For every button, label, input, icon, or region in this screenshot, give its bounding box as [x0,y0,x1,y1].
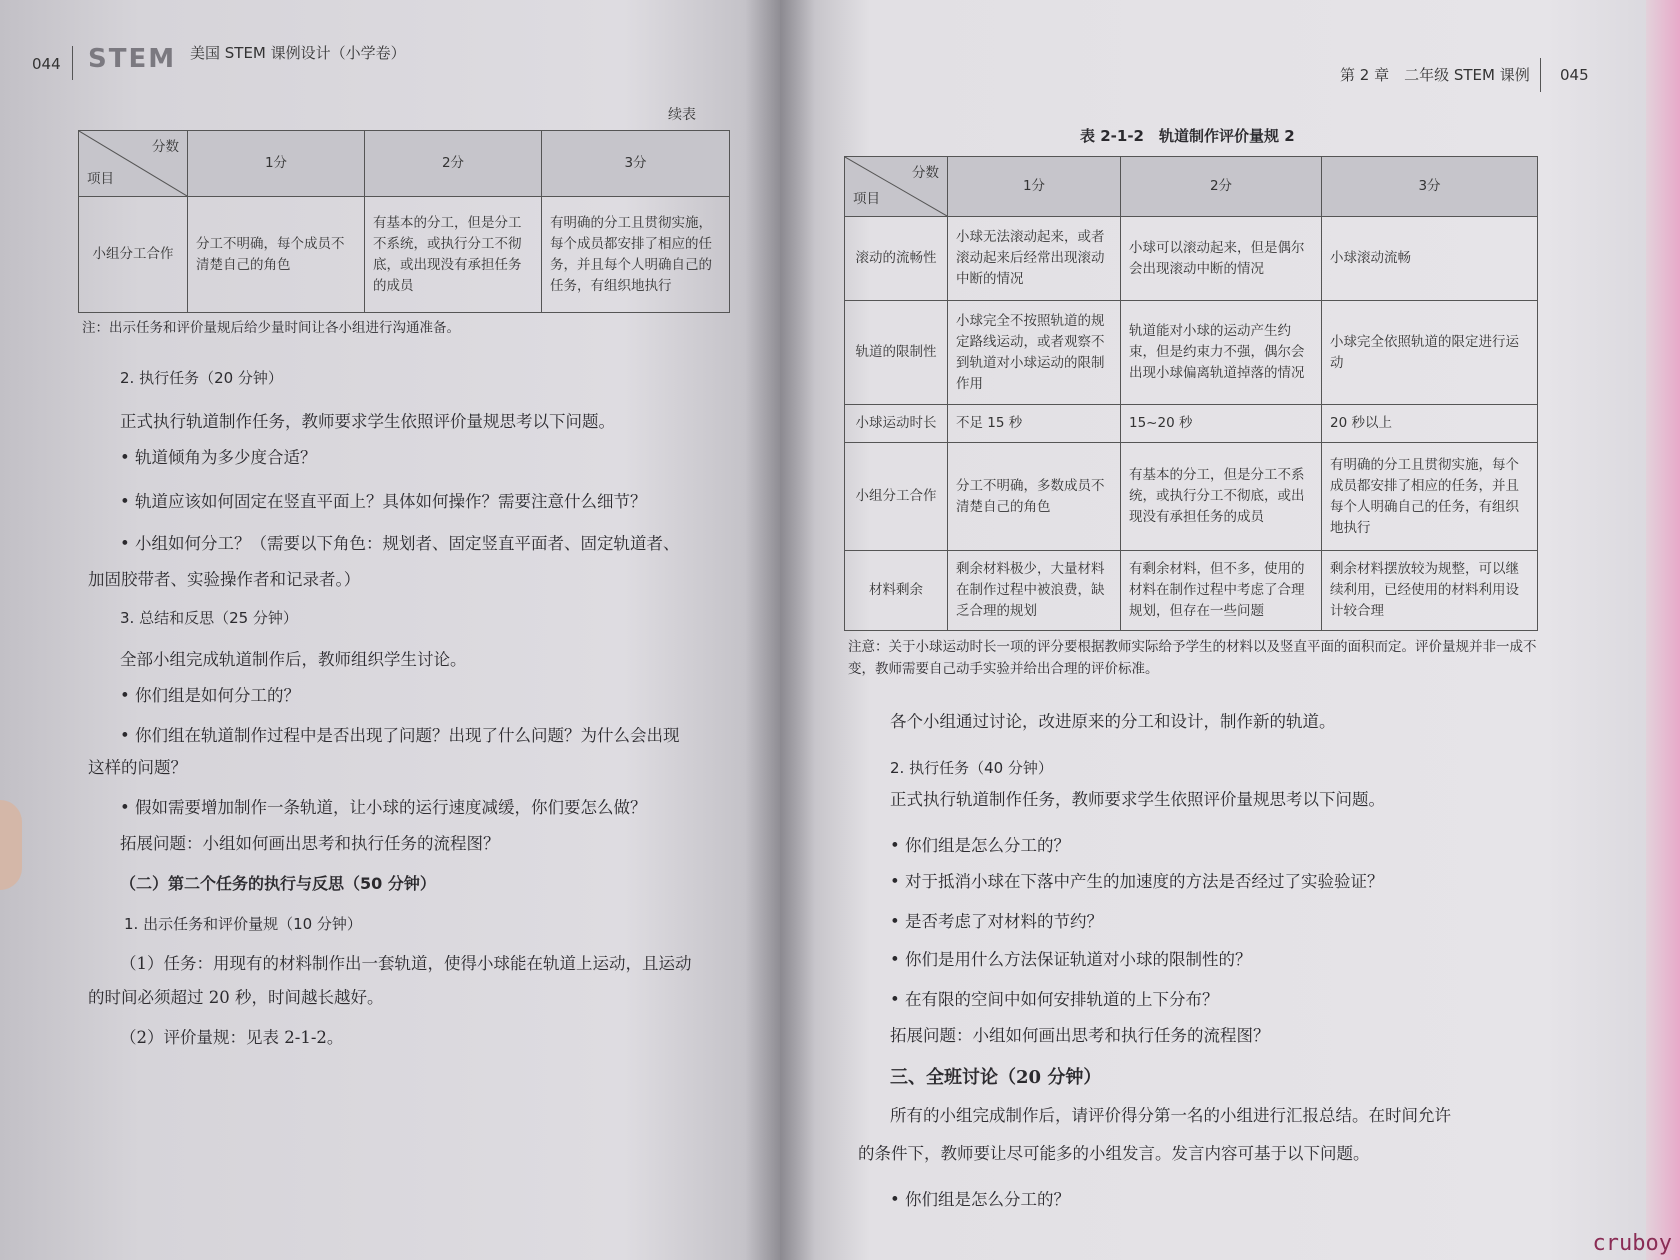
column-header: 2分 [1121,157,1322,217]
row-item: 滚动的流畅性 [845,217,948,301]
right-page [780,0,1680,1260]
column-header: 3分 [1322,157,1538,217]
cell-score-3: 有明确的分工且贯彻实施，每个成员都安排了相应的任务，并且每个人明确自己的任务，有组织地执行 [542,197,730,313]
cell-score-2: 轨道能对小球的运动产生约束，但是约束力不强，偶尔会出现小球偏离轨道掉落的情况 [1121,301,1322,405]
book-gutter [745,0,815,1260]
continued-label: 续表 [668,107,696,123]
cell-score-1: 分工不明确，每个成员不清楚自己的角色 [188,197,365,313]
corner-item-label: 项目 [87,171,114,187]
table-corner [845,157,948,217]
table-row [79,197,730,313]
bullet-item: • 对于抵消小球在下落中产生的加速度的方法是否经过了实验验证？ [890,872,1384,891]
cell-score-1: 剩余材料极少，大量材料在制作过程中被浪费，缺乏合理的规划 [948,551,1121,631]
watermark: cruboy [1592,1231,1672,1256]
chapter-header: 第 2 章 二年级 STEM 课例 [1340,66,1530,84]
page-number-left: 044 [32,55,61,73]
table-note: 注：出示任务和评价量规后给少量时间让各小组进行沟通准备。 [82,320,460,336]
main-section-heading: 三、全班讨论（20 分钟） [890,1067,1102,1088]
section-heading: 2. 执行任务（40 分钟） [890,759,1053,777]
paragraph: 正式执行轨道制作任务，教师要求学生依照评价量规思考以下问题。 [890,790,1385,809]
bullet-item: • 你们组是怎么分工的？ [890,1190,1070,1209]
page-number-right: 045 [1560,66,1589,84]
section-heading: 2. 执行任务（20 分钟） [120,369,283,387]
bullet-item: • 是否考虑了对材料的节约？ [890,912,1103,931]
cell-score-2: 小球可以滚动起来，但是偶尔会出现滚动中断的情况 [1121,217,1322,301]
bullet-item: • 小组如何分工？（需要以下角色：规划者、固定竖直平面者、固定轨道者、 [120,534,680,553]
paragraph: （2）评价量规：见表 2-1-2。 [120,1028,344,1047]
table-row [845,217,1538,301]
bullet-item: • 你们是用什么方法保证轨道对小球的限制性的？ [890,950,1252,969]
extension-question: 拓展问题：小组如何画出思考和执行任务的流程图？ [890,1026,1270,1045]
header-divider [72,46,73,80]
table-corner [79,131,188,197]
paragraph-continued: 这样的问题？ [88,758,187,777]
bullet-item: • 你们组是怎么分工的？ [890,836,1070,855]
row-item: 轨道的限制性 [845,301,948,405]
column-header: 2分 [365,131,542,197]
subsection-heading: （二）第二个任务的执行与反思（50 分钟） [120,874,436,893]
thumb [0,800,22,890]
stem-logo: STEM [88,44,177,74]
continued-rubric-table [78,130,730,313]
table-caption: 表 2-1-2 轨道制作评价量规 2 [1080,127,1295,145]
corner-item-label: 项目 [853,191,880,207]
table-note: 注意：关于小球运动时长一项的评分要根据教师实际给予学生的材料以及竖直平面的面积而定。评价量规并非一成不变，教师需要自己动手实验并给出合理的评价标准。 [848,639,1537,677]
bullet-item: • 假如需要增加制作一条轨道，让小球的运行速度减缓，你们要怎么做？ [120,798,647,817]
row-item: 小组分工合作 [845,443,948,551]
cell-score-3: 小球完全依照轨道的限定进行运动 [1322,301,1538,405]
cell-score-1: 不足 15 秒 [948,405,1121,443]
table-row [845,301,1538,405]
bullet-item: • 在有限的空间中如何安排轨道的上下分布？ [890,990,1219,1009]
paragraph: 全部小组完成轨道制作后，教师组织学生讨论。 [120,650,467,669]
table-row [845,405,1538,443]
cell-score-3: 有明确的分工且贯彻实施，每个成员都安排了相应的任务，并且每个人明确自己的任务，有组织地执行 [1322,443,1538,551]
bullet-item: • 轨道倾角为多少度合适？ [120,448,317,467]
left-page [0,0,780,1260]
row-item: 小组分工合作 [79,197,188,313]
column-header: 1分 [188,131,365,197]
column-header: 1分 [948,157,1121,217]
bullet-item: • 你们组在轨道制作过程中是否出现了问题？出现了什么问题？为什么会出现 [120,726,680,745]
paragraph-continued: 的条件下，教师要让尽可能多的小组发言。发言内容可基于以下问题。 [858,1144,1370,1163]
cell-score-3: 剩余材料摆放较为规整，可以继续利用，已经使用的材料利用设计较合理 [1322,551,1538,631]
bullet-item: • 轨道应该如何固定在竖直平面上？具体如何操作？需要注意什么细节？ [120,492,647,511]
column-header: 3分 [542,131,730,197]
rubric-table [844,156,1538,631]
row-item: 小球运动时长 [845,405,948,443]
cell-score-3: 小球滚动流畅 [1322,217,1538,301]
cell-score-1: 小球完全不按照轨道的规定路线运动，或者观察不到轨道对小球运动的限制作用 [948,301,1121,405]
cell-score-2: 有剩余材料，但不多，使用的材料在制作过程中考虑了合理规划，但存在一些问题 [1121,551,1322,631]
cell-score-1: 小球无法滚动起来，或者滚动起来后经常出现滚动中断的情况 [948,217,1121,301]
cell-score-3: 20 秒以上 [1322,405,1538,443]
table-row [845,551,1538,631]
paragraph-continued: 加固胶带者、实验操作者和记录者。） [88,570,361,589]
corner-score-label: 分数 [912,165,939,181]
extension-question: 拓展问题：小组如何画出思考和执行任务的流程图？ [120,834,500,853]
section-heading: 1. 出示任务和评价量规（10 分钟） [124,915,362,933]
table-row [845,443,1538,551]
cell-score-2: 有基本的分工，但是分工不系统，或执行分工不彻底，或出现没有承担任务的成员 [365,197,542,313]
row-item: 材料剩余 [845,551,948,631]
section-heading: 3. 总结和反思（25 分钟） [120,609,298,627]
cell-score-2: 15~20 秒 [1121,405,1322,443]
corner-score-label: 分数 [152,139,179,155]
pink-background-edge [1646,0,1680,1260]
paragraph: 正式执行轨道制作任务，教师要求学生依照评价量规思考以下问题。 [120,412,615,431]
book-title: 美国 STEM 课例设计（小学卷） [190,44,406,62]
header-divider [1540,58,1541,92]
bullet-item: • 你们组是如何分工的？ [120,686,300,705]
cell-score-2: 有基本的分工，但是分工不系统，或执行分工不彻底，或出现没有承担任务的成员 [1121,443,1322,551]
paragraph-continued: 的时间必须超过 20 秒，时间越长越好。 [88,988,384,1007]
paragraph: （1）任务：用现有的材料制作出一套轨道，使得小球能在轨道上运动，且运动 [120,954,692,973]
paragraph: 所有的小组完成制作后，请评价得分第一名的小组进行汇报总结。在时间允许 [890,1106,1451,1125]
paragraph: 各个小组通过讨论，改进原来的分工和设计，制作新的轨道。 [890,712,1336,731]
cell-score-1: 分工不明确，多数成员不清楚自己的角色 [948,443,1121,551]
